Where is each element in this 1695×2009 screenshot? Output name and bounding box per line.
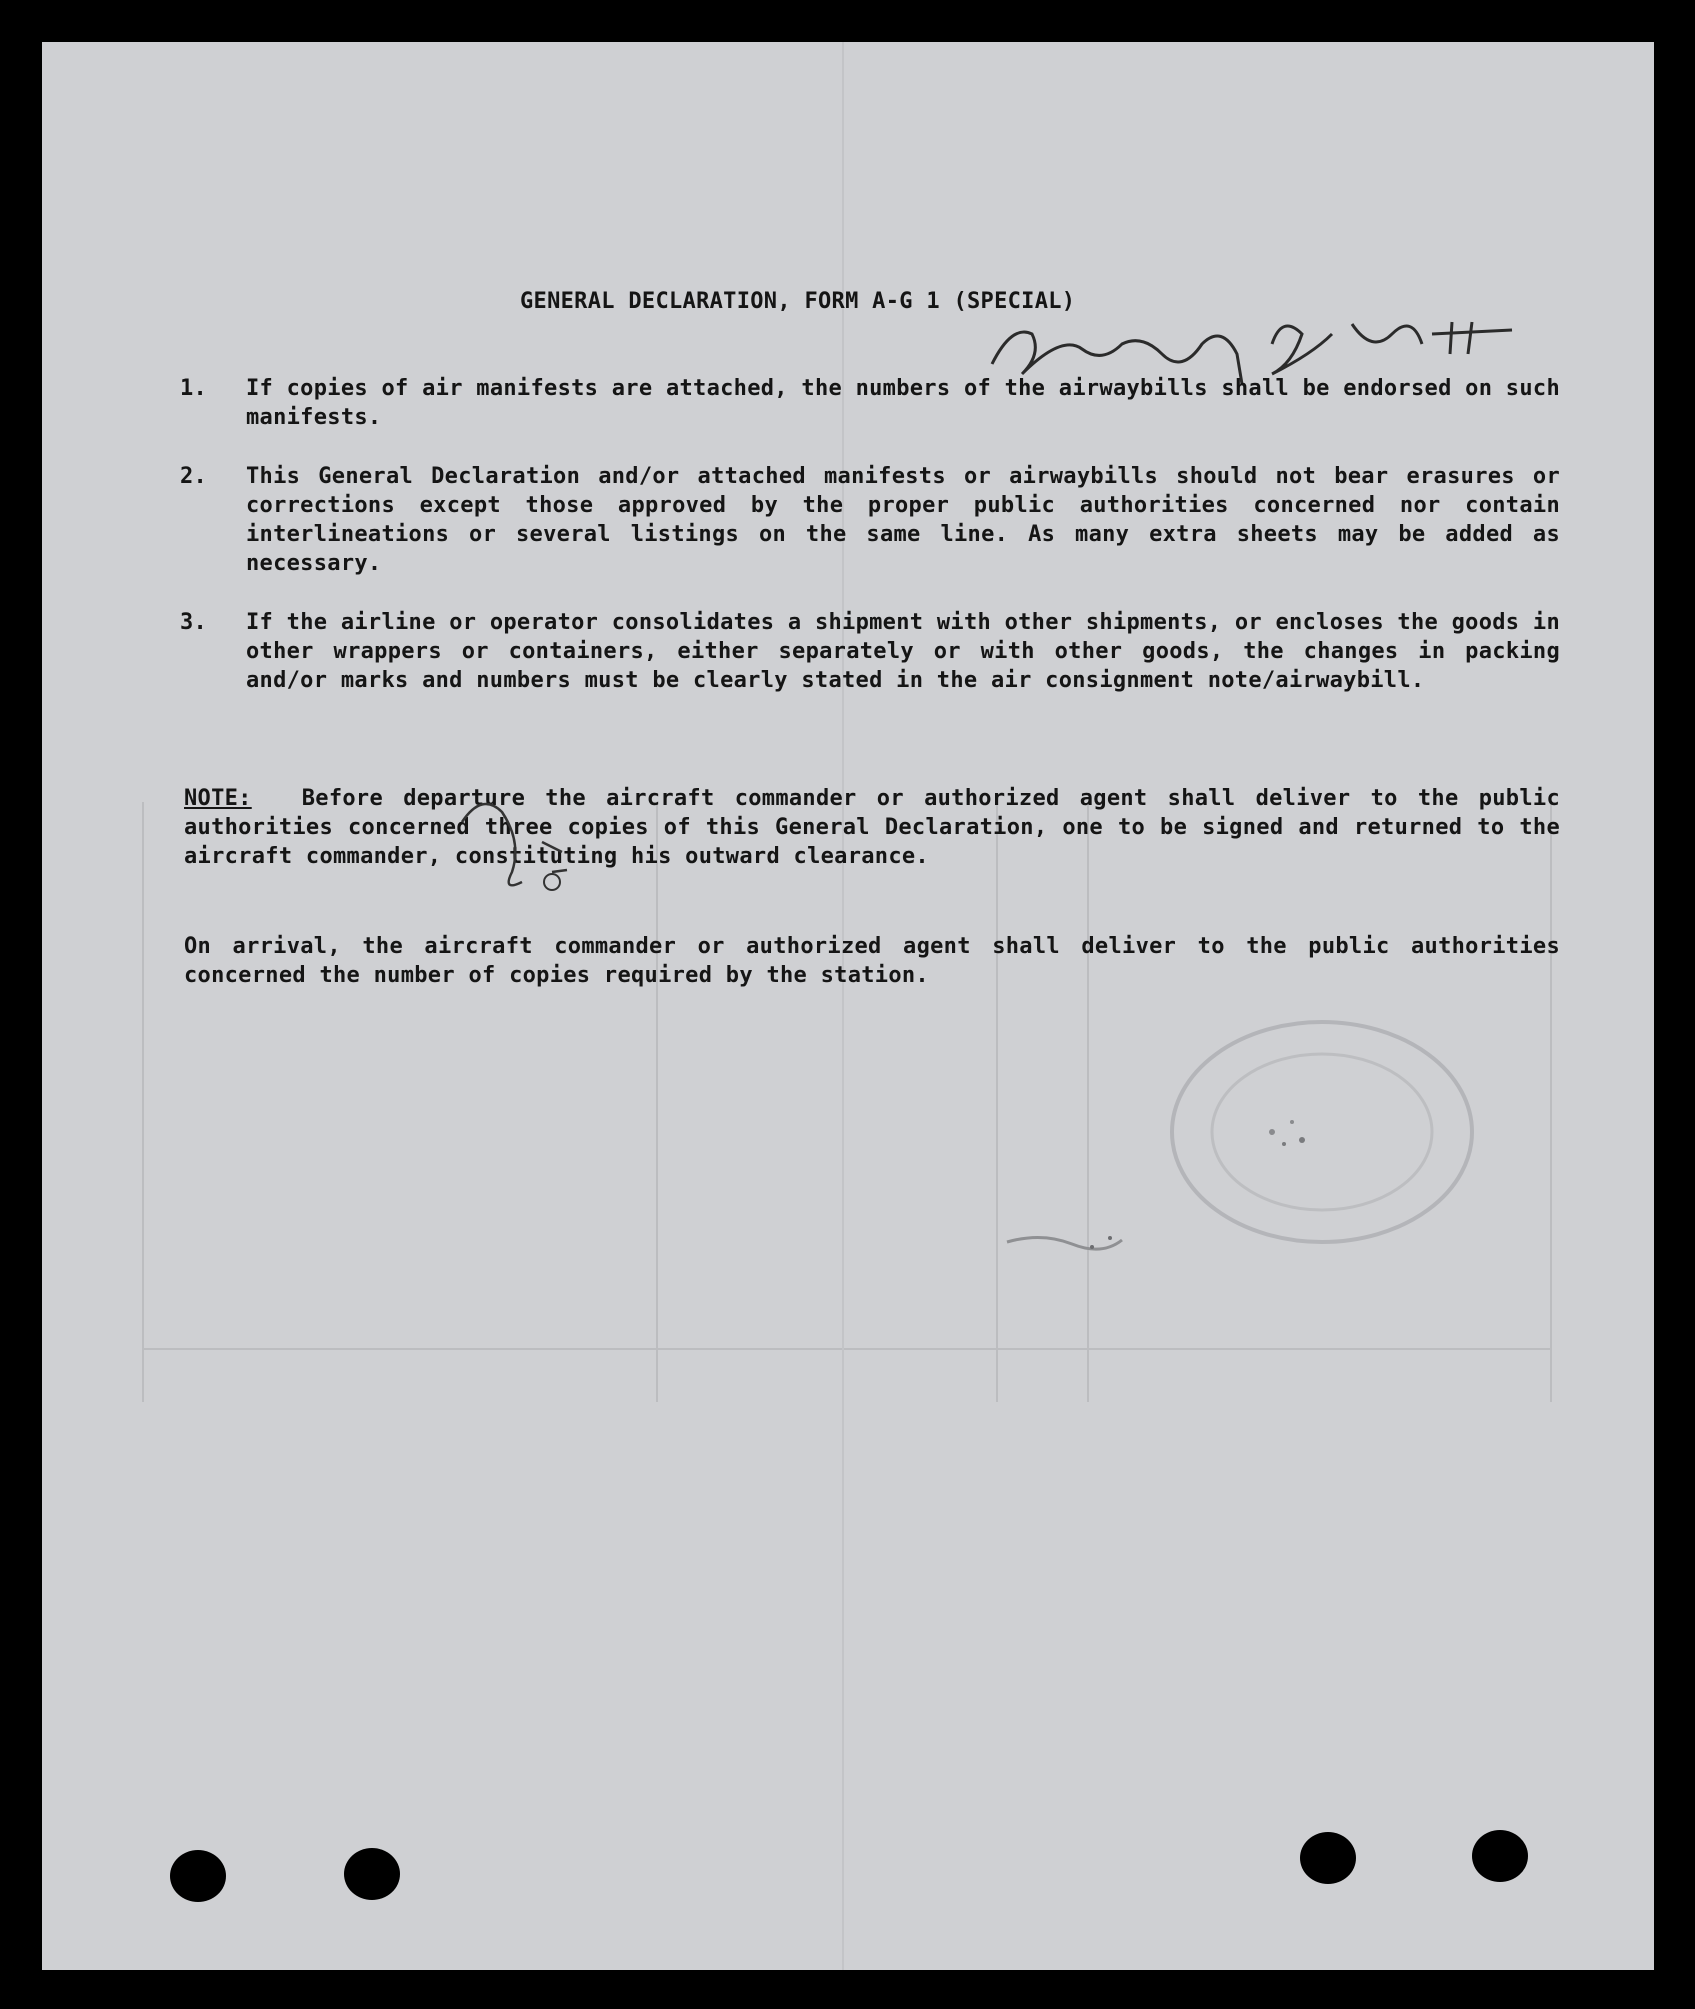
bleed-through-horizontal-line — [142, 1348, 1552, 1350]
punch-hole — [170, 1850, 226, 1902]
bleed-through-vertical-line — [996, 802, 998, 1402]
bleed-through-stamp — [1142, 1002, 1502, 1262]
item-text: This General Declaration and/or attached manifests or airwaybills should not bear erasures or corrections except those approved by the proper public authorities concerned nor contain interlineations or several listings on the same line. As many extra sheets may be added as necessary. — [246, 464, 1560, 576]
item-text: If copies of air manifests are attached, the numbers of the airwaybills shall be endorsed on such manifests. — [246, 376, 1560, 430]
note-text: Before departure the aircraft commander or authorized agent shall deliver to the public authorities concerned three copies of this General Declaration, one to be signed and returned to the aircraft commander, constituting his outward clearance. — [184, 786, 1560, 869]
bleed-through-vertical-line — [142, 802, 144, 1402]
document-page — [42, 42, 1654, 1970]
note-label: NOTE: — [184, 786, 252, 811]
punch-hole — [344, 1848, 400, 1900]
bleed-through-vertical-line — [1087, 802, 1089, 1402]
bleed-through-vertical-line — [656, 802, 658, 1402]
list-item — [180, 608, 1560, 695]
item-number: 1. — [180, 376, 208, 401]
note-paragraph — [184, 784, 1560, 871]
item-text: If the airline or operator consolidates a shipment with other shipments, or encloses the goods in other wrappers or containers, either separately or with other goods, the changes in packing and/or marks and numbers must be clearly stated in the air consignment note/airwaybill. — [246, 610, 1560, 693]
stain-mark — [1002, 1212, 1182, 1272]
list-item — [180, 462, 1560, 578]
bleed-through-fold-line — [842, 42, 844, 1970]
page-title: GENERAL DECLARATION, FORM A-G 1 (SPECIAL) — [520, 289, 1076, 314]
punch-hole — [1472, 1830, 1528, 1882]
pen-scribble — [442, 782, 602, 902]
bleed-through-vertical-line — [1550, 802, 1552, 1402]
arrival-paragraph: On arrival, the aircraft commander or authorized agent shall deliver to the public authorities concerned the number of copies required by the station. — [184, 934, 1560, 988]
punch-hole — [1300, 1832, 1356, 1884]
list-item — [180, 374, 1560, 432]
item-number: 2. — [180, 464, 208, 489]
item-number: 3. — [180, 610, 208, 635]
